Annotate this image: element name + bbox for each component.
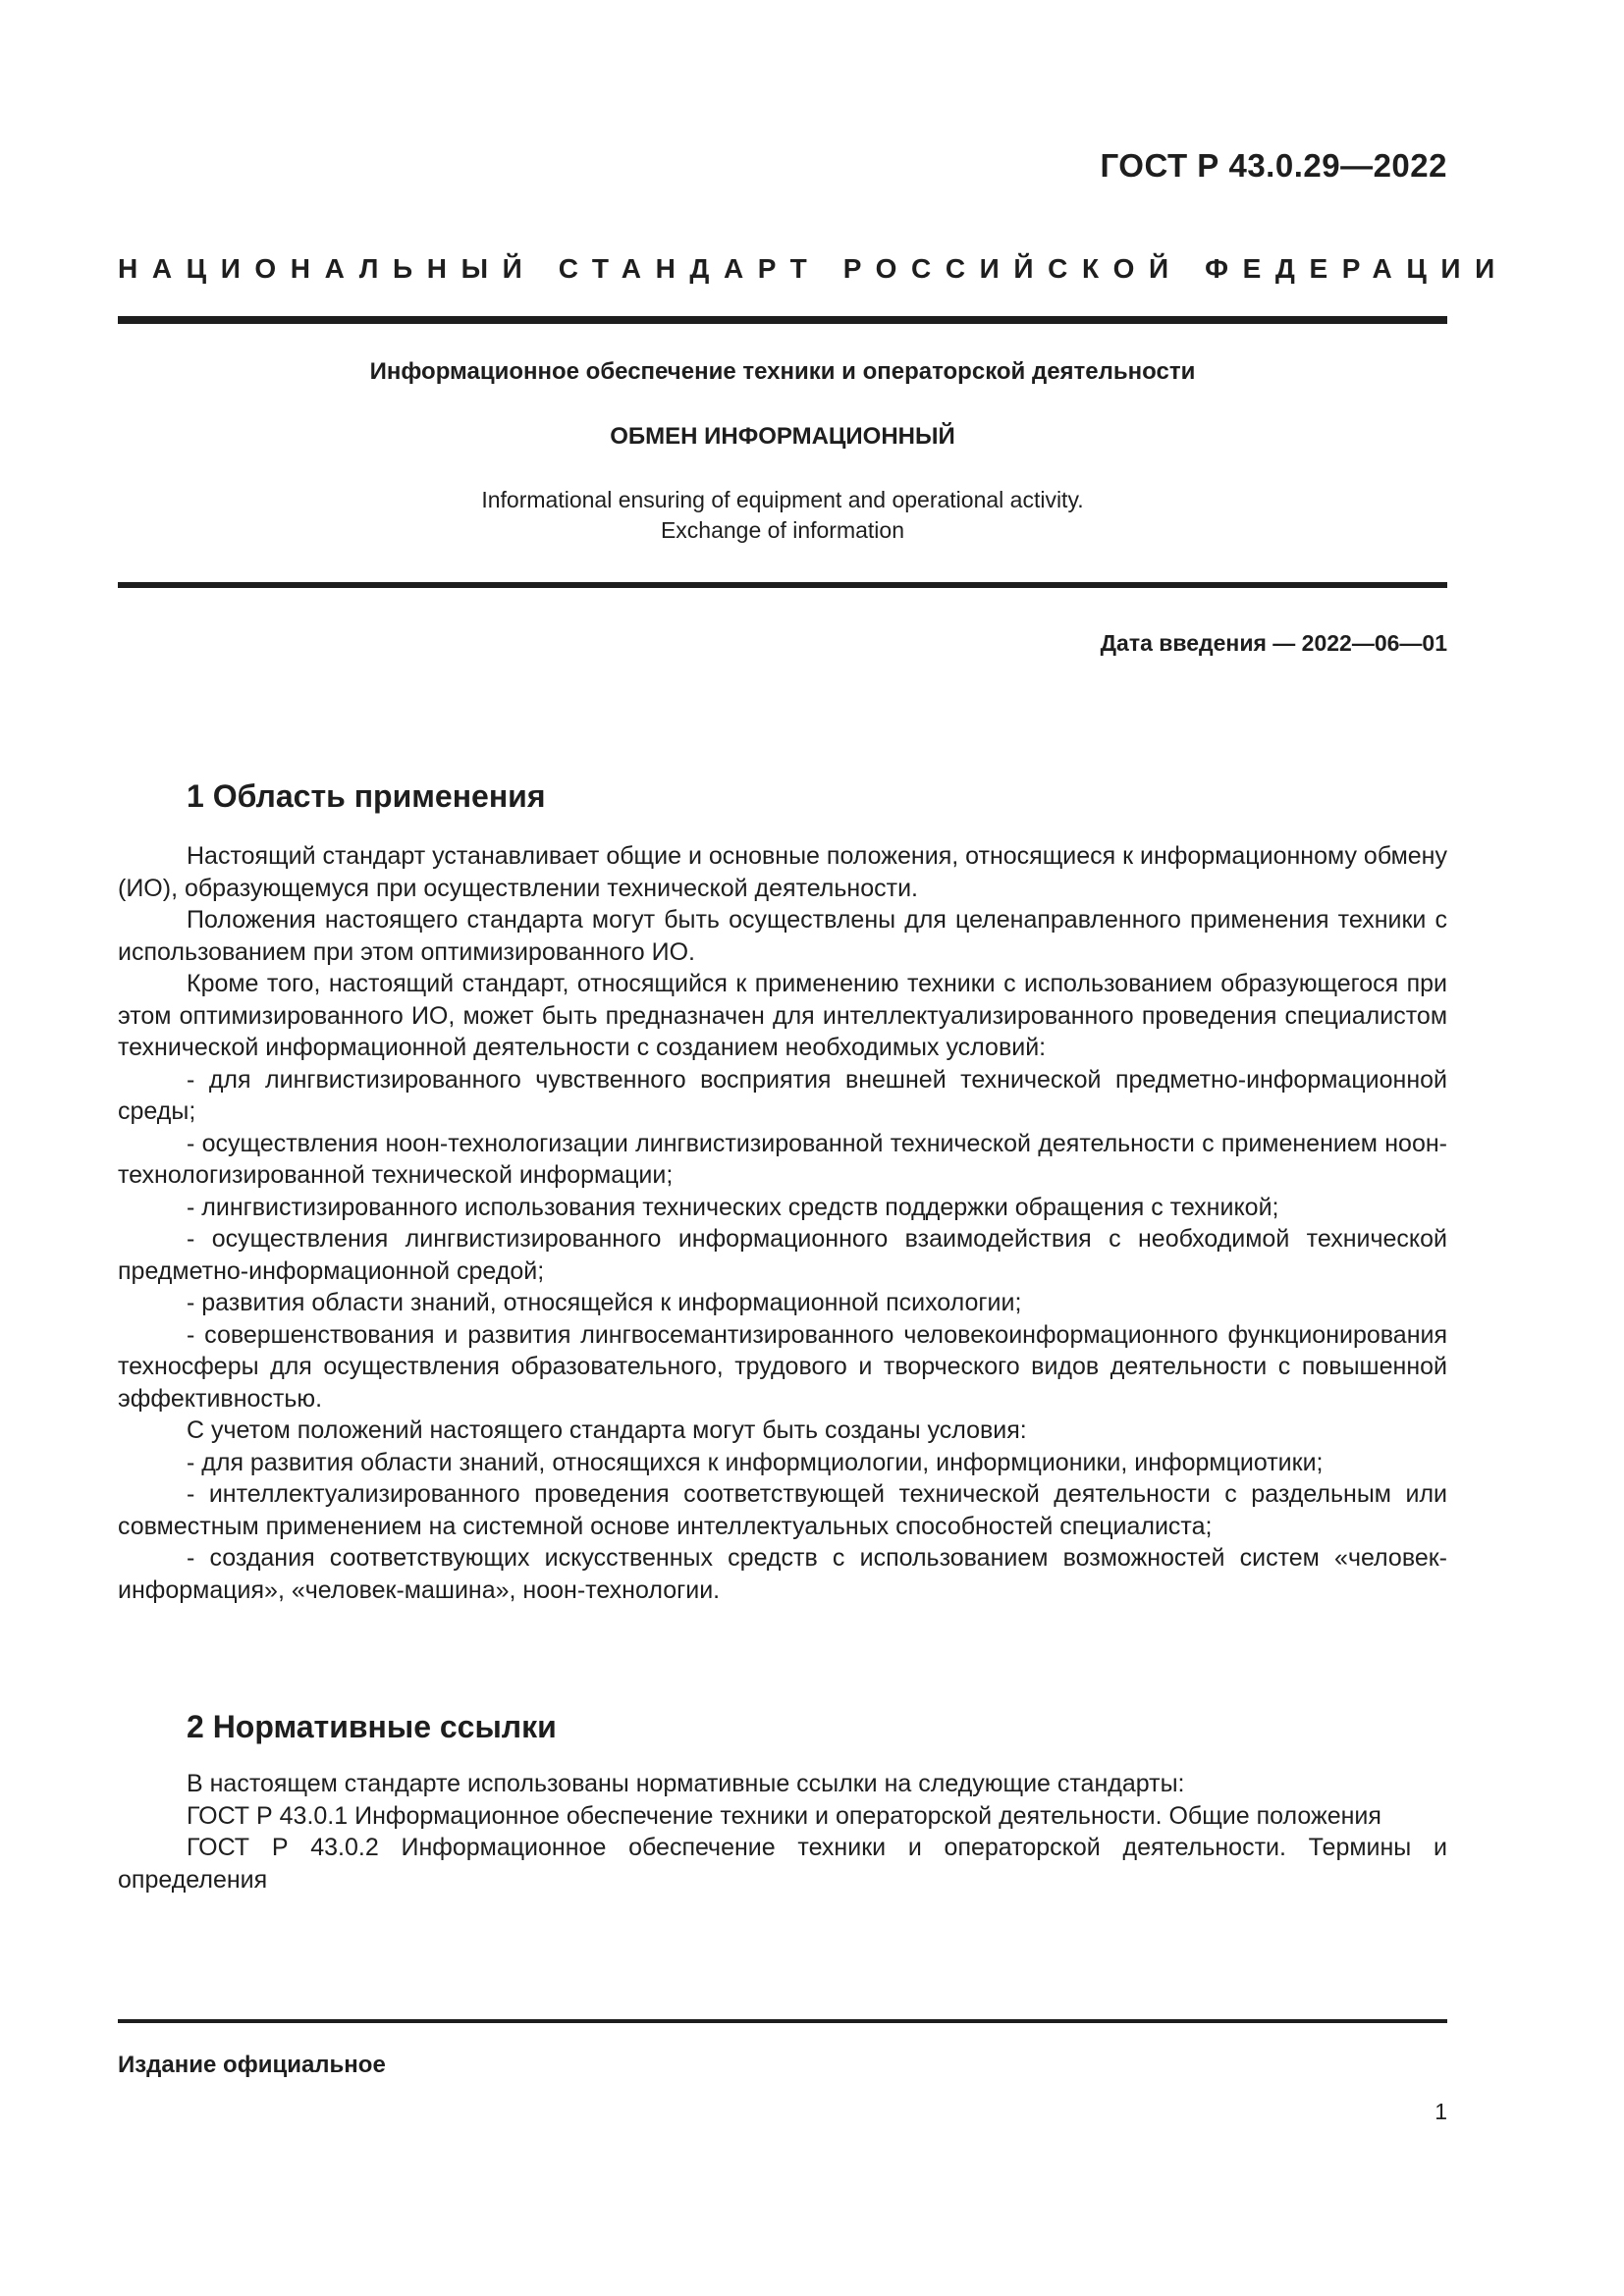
english-title-line-2: Exchange of information: [660, 517, 905, 543]
paragraph: С учетом положений настоящего стандарта могут быть созданы условия:: [187, 1416, 1027, 1444]
section-1-heading: 1 Область применения: [187, 778, 546, 814]
list-item: - совершенствования и развития лингвосемантизированного человекоинформационного функционирования техносферы для осуществления образовательного, трудового и творческого видов деятельности с повышенной эффективностью.: [118, 1320, 1447, 1413]
edition-label: Издание официальное: [118, 2052, 386, 2078]
list-item: - лингвистизированного использования технических средств поддержки обращения с техникой;: [187, 1193, 1279, 1221]
list-item: - интеллектуализированного проведения соответствующей технической деятельности с раздельным или совместным применением на системной основе интеллектуальных способностей специалиста;: [118, 1480, 1447, 1540]
section-2-body: [118, 1768, 1447, 1896]
paragraph: Кроме того, настоящий стандарт, относящийся к применению техники с использованием образующегося при этом оптимизированного ИО, может быть предназначен для интеллектуализированного проведения специалистом технической информационной деятельности с созданием необходимых условий:: [118, 970, 1447, 1061]
paragraph: Положения настоящего стандарта могут быть осуществлены для целенаправленного применения техники с использованием при этом оптимизированного ИО.: [118, 906, 1447, 966]
section-2-heading: 2 Нормативные ссылки: [187, 1709, 557, 1744]
document-title: Информационное обеспечение техники и операторской деятельности: [369, 358, 1196, 385]
introduction-date: Дата введения — 2022—06—01: [1100, 630, 1447, 656]
list-item: - для развития области знаний, относящихся к информциологии, информционики, информциотики;: [187, 1448, 1324, 1476]
english-title-line-1: Informational ensuring of equipment and operational activity.: [481, 487, 1084, 512]
list-item: - для лингвистизированного чувственного восприятия внешней технической предметно-информационной среды;: [118, 1065, 1447, 1125]
document-subtitle: ОБМЕН ИНФОРМАЦИОННЫЙ: [610, 423, 955, 450]
title-divider: [118, 582, 1447, 588]
paragraph: Настоящий стандарт устанавливает общие и основные положения, относящиеся к информационному обмену (ИО), образующемуся при осуществлении технической деятельности.: [118, 842, 1447, 902]
paragraph: В настоящем стандарте использованы нормативные ссылки на следующие стандарты:: [187, 1770, 1185, 1797]
list-item: - развития области знаний, относящейся к информационной психологии;: [187, 1289, 1022, 1316]
list-item: - осуществления ноон-технологизации лингвистизированной технической деятельности с применением ноон-технологизированной технической информации;: [118, 1129, 1447, 1189]
english-title: [118, 485, 1447, 546]
page-number: 1: [1435, 2099, 1447, 2124]
footer-divider: [118, 2019, 1447, 2023]
section-1-body: [118, 840, 1447, 1606]
gost-number: ГОСТ Р 43.0.29—2022: [1100, 147, 1447, 184]
list-item: - осуществления лингвистизированного информационного взаимодействия с необходимой технической предметно-информационной средой;: [118, 1225, 1447, 1285]
reference-item: ГОСТ Р 43.0.2 Информационное обеспечение техники и операторской деятельности. Термины и определения: [118, 1834, 1447, 1894]
list-item: - создания соответствующих искусственных средств с использованием возможностей систем «человек-информация», «человек-машина», ноон-технологии.: [118, 1544, 1447, 1604]
national-standard-banner: НАЦИОНАЛЬНЫЙ СТАНДАРТ РОССИЙСКОЙ ФЕДЕРАЦИИ: [118, 253, 1509, 284]
reference-item: ГОСТ Р 43.0.1 Информационное обеспечение техники и операторской деятельности. Общие положения: [187, 1801, 1381, 1830]
top-divider: [118, 316, 1447, 324]
